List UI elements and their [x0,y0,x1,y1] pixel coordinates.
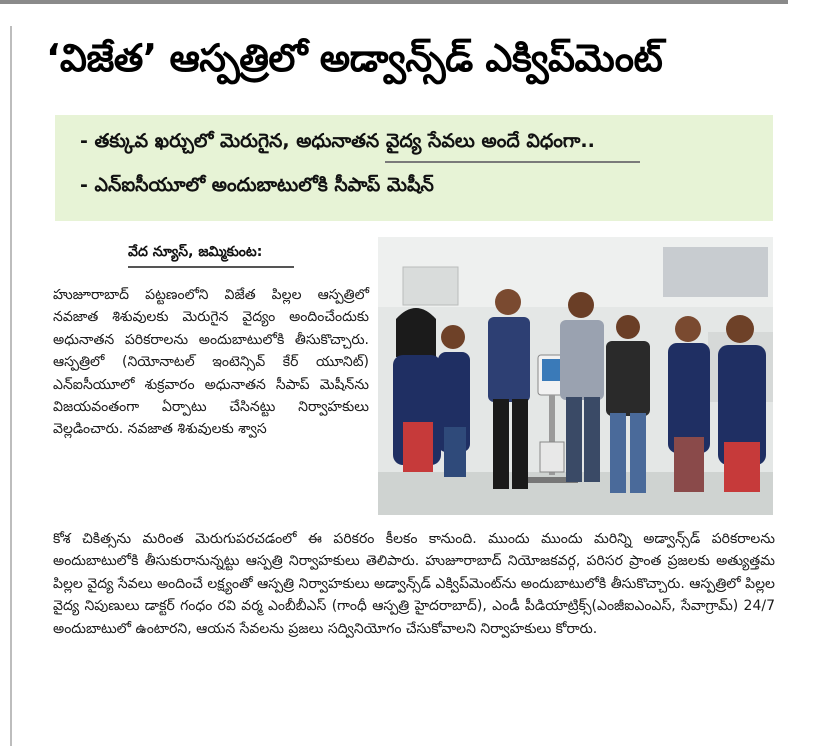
news-photo [378,237,773,515]
byline-underline [128,266,294,268]
headline: ‘విజేత’ ఆస్పత్రిలో అడ్వాన్స్‌డ్ ఎక్విప్‌మెంట్ [46,36,663,80]
byline: వేద న్యూస్, జమ్మికుంట: [128,244,263,260]
subheadline-1: - తక్కువ ఖర్చులో మెరుగైన, అధునాతన వైద్య సేవలు అందే విధంగా.. [80,130,595,152]
subheadline-divider [385,161,640,163]
subheadline-2: - ఎన్‌ఐసీయూలో అందుబాటులోకి సీపాప్ మెషీన్ [80,174,434,196]
top-rule [0,0,788,4]
article-body-continued: కోశ చికిత్సను మరింత మెరుగుపరచడంలో ఈ పరికరం కీలకం కానుంది. ముందు ముందు మరిన్ని అడ్వాన్స్‌డ్ పరికరాలను అందుబాటులోకి తీసుకురానున్నట్టు ఆస్పత్రి నిర్వాహకులు తెలిపారు. హుజూరాబాద్ నియోజకవర్గ, పరిసర ప్రాంత ప్రజలకు అత్యుత్తమ పిల్లల వైద్య సేవలు అందించే లక్ష్యంతో ఆస్పత్రి నిర్వాహకులు అడ్వాన్స్‌డ్ ఎక్విప్‌మెంట్‌ను అందుబాటులోకి తీసుకొచ్చారు. ఆస్పత్రిలో పిల్లల వైద్య నిపుణులు డాక్టర్ గంధం రవి వర్మ ఎంబీబీఎస్ (గాంధీ ఆస్పత్రి హైదరాబాద్), ఎండీ పీడియాట్రిక్స్(ఎంజీఐఎంఎస్, సేవాగ్రామ్) 24/7 అందుబాటులో ఉంటారని, ఆయన సేవలను ప్రజలు సద్వినియోగం చేసుకోవాలని నిర్వాహకులు కోరారు. [53,531,775,637]
article-body-column: హుజూరాబాద్ పట్టణంలోని విజేత పిల్లల ఆస్పత్రిలో నవజాత శిశువులకు మెరుగైన వైద్యం అందించేందుకు అధునాతన పరికరాలను అందుబాటులోకి తీసుకొచ్చారు. ఆస్పత్రిలో (నియోనాటల్ ఇంటెన్సివ్ కేర్ యూనిట్) ఎన్‌ఐసీయూలో శుక్రవారం అధునాతన సీపాప్ మెషీన్‌ను విజయవంతంగా ఏర్పాటు చేసినట్టు నిర్వాహకులు వెల్లడించారు. నవజాత శిశువులకు శ్వాస [53,287,369,438]
column-rule [10,26,12,746]
subheadline-box [55,115,773,221]
